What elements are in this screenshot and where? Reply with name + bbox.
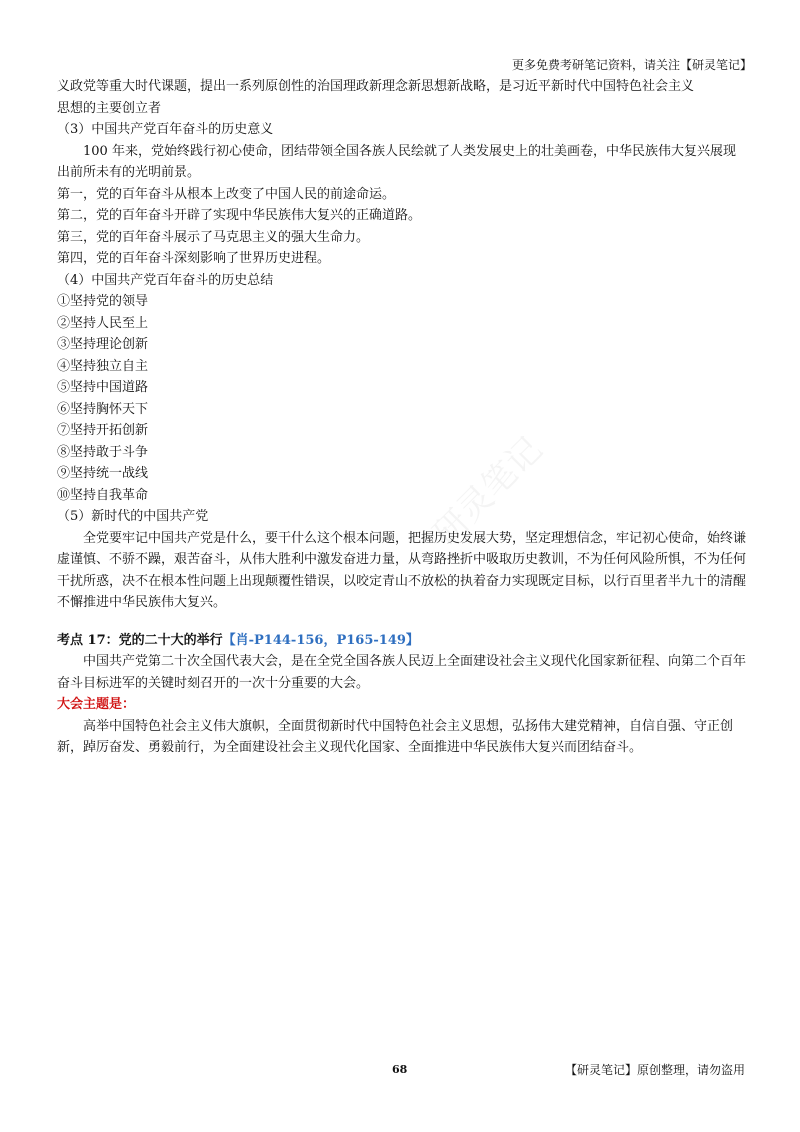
page-number: 68 bbox=[392, 1063, 408, 1076]
paragraph: 全党要牢记中国共产党是什么，要干什么这个根本问题，把握历史发展大势，坚定理想信念，牢记初心使命，始终谦虚谨慎、不骄不躁，艰苦奋斗，从伟大胜利中激发奋进力量，从弯路挫折中吸取历史教训，不为任何风险所惧，不为任何干扰所惑，决不在根本性问题上出现颠覆性错误，以咬定青山不放松的执着奋力实现既定目标，以行百里者半九十的清醒不懈推进中华民族伟大复兴。 bbox=[57, 530, 747, 610]
list-item: ⑤坚持中国道路 bbox=[57, 380, 149, 395]
list-item: ⑩坚持自我革命 bbox=[57, 487, 149, 503]
list-item: ①坚持党的领导 bbox=[57, 294, 149, 309]
list-item: ②坚持人民至上 bbox=[57, 315, 149, 331]
list-item: 第二，党的百年奋斗开辟了实现中华民族伟大复兴的正确道路。 bbox=[57, 208, 422, 223]
section-title: （5）新时代的中国共产党 bbox=[57, 509, 209, 524]
list-item: ④坚持独立自主 bbox=[57, 358, 149, 374]
list-item: 第三，党的百年奋斗展示了马克思主义的强大生命力。 bbox=[57, 229, 370, 245]
list-item: ⑨坚持统一战线 bbox=[57, 466, 149, 481]
watermark: 研灵笔记 bbox=[425, 429, 551, 554]
list-item: 第四，党的百年奋斗深刻影响了世界历史进程。 bbox=[57, 251, 331, 266]
section-title: （4）中国共产党百年奋斗的历史总结 bbox=[57, 272, 274, 288]
continuation-line: 义政党等重大时代课题，提出一系列原创性的治国理政新理念新思想新战略，是习近平新时代中国特色社会主义 bbox=[57, 79, 695, 94]
page-content bbox=[57, 76, 747, 759]
continuation-line: 思想的主要创立者 bbox=[57, 100, 162, 116]
list-item: ⑦坚持开拓创新 bbox=[57, 423, 149, 438]
paragraph: 中国共产党第二十次全国代表大会，是在全党全国各族人民迈上全面建设社会主义现代化国家新征程、向第二个百年奋斗目标进军的关键时刻召开的一次十分重要的大会。 bbox=[57, 654, 747, 691]
list-item: 第一，党的百年奋斗从根本上改变了中国人民的前途命运。 bbox=[57, 186, 396, 202]
theme-label: 大会主题是： bbox=[57, 697, 136, 712]
footer-note: 【研灵笔记】原创整理，请勿盗用 bbox=[564, 1063, 745, 1077]
paragraph: 100 年来，党始终践行初心使命，团结带领全国各族人民绘就了人类发展史上的壮美画卷，中华民族伟大复兴展现出前所未有的光明前景。 bbox=[57, 143, 736, 180]
list-item: ③坚持理论创新 bbox=[57, 337, 149, 352]
kaodian-title: 考点 17：党的二十大的举行 bbox=[57, 632, 223, 648]
list-item: ⑥坚持胸怀天下 bbox=[57, 401, 149, 417]
list-item: ⑧坚持敢于斗争 bbox=[57, 444, 149, 460]
section-title: （3）中国共产党百年奋斗的历史意义 bbox=[57, 122, 274, 137]
page-header: 更多免费考研笔记资料，请关注【研灵笔记】 bbox=[511, 58, 752, 72]
textbook-reference: 【肖-P144-156，P165-149】 bbox=[222, 632, 419, 648]
kaodian-heading bbox=[57, 630, 747, 652]
paragraph: 高举中国特色社会主义伟大旗帜，全面贯彻新时代中国特色社会主义思想，弘扬伟大建党精神，自信自强、守正创新，踔厉奋发、勇毅前行，为全面建设社会主义现代化国家、全面推进中华民族伟大复兴而团结奋斗。 bbox=[57, 718, 734, 755]
